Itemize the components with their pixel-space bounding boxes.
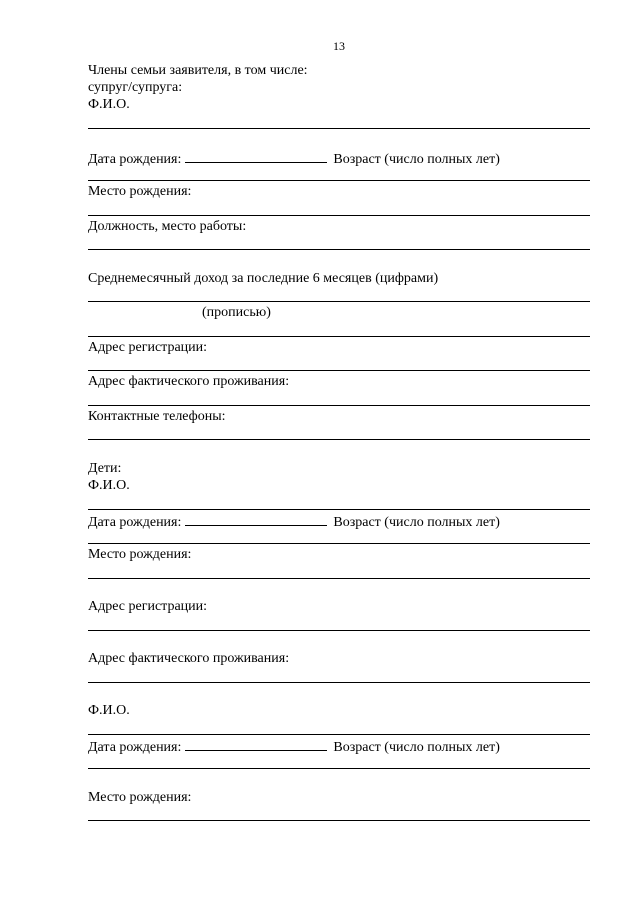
child2-birth-place-label: Место рождения:	[88, 790, 192, 805]
spouse-birth-date-blank[interactable]	[185, 150, 327, 163]
child1-birth-place-line[interactable]	[88, 578, 590, 579]
child1-fio-line[interactable]	[88, 509, 590, 510]
spouse-phones-label: Контактные телефоны:	[88, 409, 226, 424]
child1-reg-address-label: Адрес регистрации:	[88, 599, 208, 614]
spouse-reg-address-label: Адрес регистрации:	[88, 340, 208, 355]
spouse-income-words-label: (прописью)	[202, 305, 271, 320]
spouse-income-label: Среднемесячный доход за последние 6 месяцев (цифрами)	[88, 271, 439, 286]
child1-age-label: Возраст (число полных лет)	[333, 515, 500, 530]
child2-birth-date-blank[interactable]	[185, 738, 327, 751]
spouse-fio-line[interactable]	[88, 128, 590, 129]
spouse-age-label: Возраст (число полных лет)	[333, 152, 500, 167]
spouse-heading: супруг/супруга:	[88, 80, 183, 95]
child1-age-line[interactable]	[88, 543, 590, 544]
child2-fio-line[interactable]	[88, 734, 590, 735]
child1-birth-place-label: Место рождения:	[88, 547, 192, 562]
children-heading: Дети:	[88, 461, 122, 476]
spouse-birth-date-label: Дата рождения:	[88, 152, 182, 167]
child1-birth-date-row	[88, 513, 500, 531]
spouse-job-line[interactable]	[88, 249, 590, 250]
child1-birth-date-label: Дата рождения:	[88, 515, 182, 530]
spouse-birth-date-row	[88, 150, 500, 168]
child2-birth-place-line[interactable]	[88, 820, 590, 821]
spouse-actual-address-label: Адрес фактического проживания:	[88, 374, 290, 389]
spouse-age-line[interactable]	[88, 180, 590, 181]
spouse-reg-address-line[interactable]	[88, 370, 590, 371]
child2-fio-label: Ф.И.О.	[88, 703, 130, 718]
child2-age-label: Возраст (число полных лет)	[333, 740, 500, 755]
spouse-income-words-line[interactable]	[88, 336, 590, 337]
spouse-phones-line[interactable]	[88, 439, 590, 440]
child1-birth-date-blank[interactable]	[185, 513, 327, 526]
spouse-job-label: Должность, место работы:	[88, 219, 247, 234]
child1-actual-address-label: Адрес фактического проживания:	[88, 651, 290, 666]
child1-fio-label: Ф.И.О.	[88, 478, 130, 493]
spouse-birth-place-line[interactable]	[88, 215, 590, 216]
page-number: 13	[333, 39, 345, 53]
spouse-birth-place-label: Место рождения:	[88, 184, 192, 199]
spouse-fio-label: Ф.И.О.	[88, 97, 130, 112]
child2-birth-date-label: Дата рождения:	[88, 740, 182, 755]
child1-reg-address-line[interactable]	[88, 630, 590, 631]
family-members-heading: Члены семьи заявителя, в том числе:	[88, 63, 308, 78]
spouse-income-digits-line[interactable]	[88, 301, 590, 302]
spouse-actual-address-line[interactable]	[88, 405, 590, 406]
child2-age-line[interactable]	[88, 768, 590, 769]
child2-birth-date-row	[88, 738, 500, 756]
child1-actual-address-line[interactable]	[88, 682, 590, 683]
